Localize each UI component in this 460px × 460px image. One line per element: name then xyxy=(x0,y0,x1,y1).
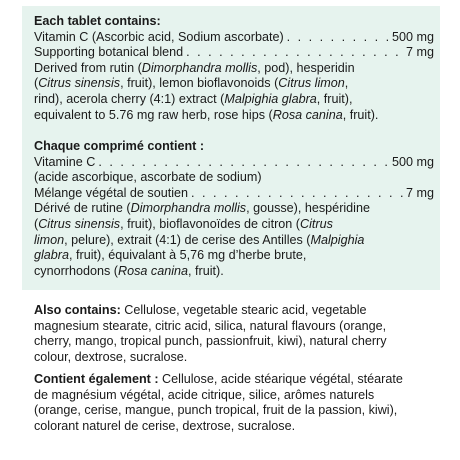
ingredient-amount: 7 mg xyxy=(406,185,434,200)
leader-dots xyxy=(98,155,389,171)
vitamine-c-row xyxy=(34,155,434,171)
latin-name-run: Dimorphandra mollis xyxy=(130,201,247,216)
text-line xyxy=(34,233,434,249)
latin-name-run: Malpighia xyxy=(310,232,365,247)
text-line xyxy=(34,76,434,92)
french-facts xyxy=(34,139,434,279)
leader-dots xyxy=(287,30,389,46)
text-run: , xyxy=(344,76,349,91)
text-line xyxy=(34,201,434,217)
melange-vegetal-row xyxy=(34,186,434,202)
latin-name-run: glabra xyxy=(34,248,70,263)
text-line xyxy=(34,350,434,366)
text-line xyxy=(34,217,434,233)
text-run: cherry, mango, tropical punch, passionfruit, kiwi), natural cherry xyxy=(34,334,387,349)
text-run: , fruit). xyxy=(342,107,379,122)
text-line xyxy=(34,248,434,264)
text-line xyxy=(34,108,434,124)
text-run: de magnésium végétal, acide citrique, silice, arômes naturels xyxy=(34,387,375,402)
text-run: rind), acerola cherry (4:1) extract ( xyxy=(34,91,225,106)
text-line xyxy=(34,419,434,435)
text-line xyxy=(34,403,434,419)
text-run: , fruit), bioflavonoïdes de citron ( xyxy=(120,216,300,231)
text-run: , gousse), hespéridine xyxy=(246,201,370,216)
text-line xyxy=(34,303,434,319)
text-run: Cellulose, vegetable stearic acid, vegetable xyxy=(120,303,367,317)
text-line xyxy=(34,388,434,404)
french-heading: Chaque comprimé contient : xyxy=(34,139,205,153)
ingredient-label: Mélange végétal de soutien xyxy=(34,185,189,200)
text-line xyxy=(34,61,434,77)
text-run: Derived from rutin ( xyxy=(34,60,142,75)
latin-name-run: Rosa canina xyxy=(118,263,189,278)
latin-name-run: Malpighia glabra xyxy=(224,91,317,106)
text-run: ( xyxy=(34,216,39,231)
text-run: , fruit), équivalant à 5,76 mg d’herbe brute, xyxy=(69,248,307,263)
text-line xyxy=(34,372,434,388)
text-line xyxy=(34,92,434,108)
latin-name-run: Dimorphandra mollis xyxy=(141,60,258,75)
text-run: (orange, cerise, mangue, punch tropical, fruit de la passion, kiwi), xyxy=(34,403,398,418)
text-run: Cellulose, acide stéarique végétal, stéarate xyxy=(158,372,403,386)
latin-name-run: Citrus limon xyxy=(278,76,345,91)
ingredient-label: Vitamine C xyxy=(34,154,96,169)
text-run: cynorrhodons ( xyxy=(34,263,118,278)
leader-dots xyxy=(191,186,403,202)
also-contains-english xyxy=(34,303,434,365)
english-blend-details xyxy=(34,61,434,123)
text-run: colour, dextrose, sucralose. xyxy=(34,349,188,364)
text-line xyxy=(34,319,434,335)
text-run: , fruit), xyxy=(316,91,353,106)
botanical-blend-row xyxy=(34,45,434,61)
ingredient-label: Supporting botanical blend xyxy=(34,45,184,60)
label-run: Contient également : xyxy=(34,372,159,386)
text-run: ( xyxy=(34,76,39,91)
french-blend-details xyxy=(34,201,434,279)
english-facts xyxy=(34,14,434,123)
text-run: , fruit), lemon bioflavonoids ( xyxy=(120,76,279,91)
latin-name-run: Citrus sinensis xyxy=(38,76,121,91)
label-run: Also contains: xyxy=(34,303,121,317)
text-run: , pod), hesperidin xyxy=(257,60,355,75)
text-run: magnesium stearate, citric acid, silica, natural flavours (orange, xyxy=(34,318,387,333)
text-line xyxy=(34,264,434,280)
ingredient-amount: 500 mg xyxy=(391,154,434,169)
latin-name-run: Rosa canina xyxy=(272,107,343,122)
ingredient-label: Vitamin C (Ascorbic acid, Sodium ascorbate) xyxy=(34,29,284,44)
ingredient-amount: 7 mg xyxy=(406,45,434,60)
text-run: , fruit). xyxy=(188,263,224,278)
text-run: Dérivé de rutine ( xyxy=(34,201,131,216)
ingredient-amount: 500 mg xyxy=(391,29,434,44)
text-run: , pelure), extrait (4:1) de cerise des Antilles ( xyxy=(64,232,311,247)
vitamine-c-sources: (acide ascorbique, ascorbate de sodium) xyxy=(34,170,262,185)
text-run: equivalent to 5.76 mg raw herb, rose hips ( xyxy=(34,107,273,122)
latin-name-run: Citrus sinensis xyxy=(38,216,121,231)
text-line xyxy=(34,334,434,350)
latin-name-run: limon xyxy=(34,232,65,247)
vitamin-c-row xyxy=(34,30,434,46)
leader-dots xyxy=(186,45,403,61)
also-contains-french xyxy=(34,372,434,434)
english-heading: Each tablet contains: xyxy=(34,14,161,28)
text-run: colorant naturel de cerise, dextrose, sucralose. xyxy=(34,418,296,433)
latin-name-run: Citrus xyxy=(300,216,333,231)
